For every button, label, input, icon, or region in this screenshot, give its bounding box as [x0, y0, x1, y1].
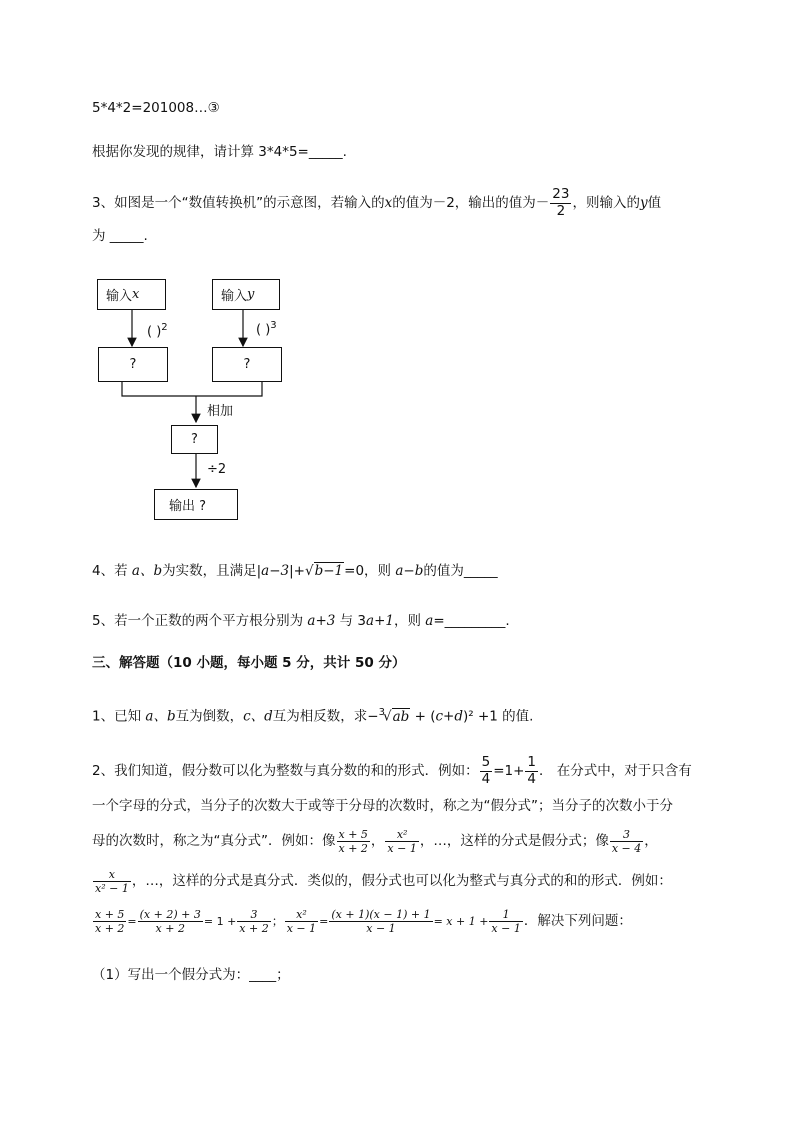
problem-2-line-2: 一个字母的分式，当分子的次数大于或等于分母的次数时，称之为“假分式”；当分子的次数小于分 — [92, 798, 673, 814]
q3-frac-num: 23 — [552, 186, 570, 202]
p1-ab: a、b — [145, 708, 176, 725]
input-x-var: x — [132, 287, 140, 302]
q3-text-d: 值 — [647, 195, 662, 211]
input-x-label: 输入 — [106, 289, 133, 304]
equation-line-3: 5*4*2=201008…③ — [92, 100, 220, 116]
op-square-parens: ( ) — [147, 324, 162, 340]
op-cube-exp: 3 — [270, 320, 277, 331]
q3-frac-den: 2 — [556, 202, 566, 219]
problem-2-line-1 — [92, 756, 692, 786]
result-box-2-text: ? — [243, 357, 251, 372]
p2-l5-post: ．解决下列问题： — [523, 913, 632, 929]
sum-box — [171, 425, 218, 454]
flowchart-connectors — [0, 0, 794, 540]
p2-l5-frac-a-num: x + 5 — [95, 908, 125, 921]
p2-l5-frac-d-num: x² — [285, 909, 318, 922]
q4-diff: a−b — [395, 563, 424, 579]
p2-l4-frac-1 — [93, 869, 131, 894]
q5-e2: a+1 — [366, 613, 394, 629]
p2-l3-frac-2-den: x − 1 — [387, 841, 417, 855]
p2-l5-frac-b-den: x + 2 — [155, 922, 185, 935]
p1-cd: c、d — [243, 708, 273, 725]
p2-l5-frac-a — [93, 909, 126, 934]
section-3-heading: 三、解答题（10 小题，每小题 5 分，共计 50 分） — [92, 655, 406, 671]
p2-l5-f-pre: = x + 1 + — [433, 915, 489, 928]
p2-l5-frac-d-den: x − 1 — [286, 922, 317, 935]
q4-vars: a、b — [131, 563, 163, 579]
problem-2-sub-1: （1）写出一个假分式为：____； — [92, 967, 290, 983]
p2-l4-frac-1-num: x — [93, 869, 131, 882]
question-4 — [92, 561, 498, 581]
q4-end: 的值为_____ — [423, 563, 498, 579]
p2-l4-post: ，…，这样的分式是真分式．类似的，假分式也可以化为整式与真分式的和的形式．例如： — [131, 873, 672, 889]
p2-l5-frac-e — [329, 909, 432, 934]
p2-l3-end: ， — [644, 833, 658, 849]
result-box-1 — [98, 347, 168, 382]
p2-l1-post: ． 在分式中，对于只含有 — [539, 763, 692, 779]
result-box-2 — [212, 347, 282, 382]
p2-l5-eq-2: = — [319, 915, 329, 928]
input-y-label: 输入 — [221, 289, 248, 304]
p2-l5-frac-e-num: (x + 1)(x − 1) + 1 — [331, 908, 431, 921]
input-x-box — [97, 279, 166, 310]
problem-2-line-5 — [92, 904, 632, 939]
p2-l5-frac-c-num: 3 — [237, 909, 270, 922]
p2-l5-frac-f-num: 1 — [489, 909, 522, 922]
q4-abs-expr: a−3 — [261, 563, 290, 579]
calc-prompt: 根据你发现的规律，请计算 3*4*5=_____. — [92, 144, 347, 160]
p2-l1-frac-2 — [525, 756, 538, 786]
p1-root-index: 3 — [378, 707, 385, 718]
p1-root-sign: √ — [382, 708, 392, 725]
p1-mid: 互为倒数， — [175, 708, 244, 725]
p2-l5-frac-b-num: (x + 2) + 3 — [139, 908, 201, 921]
p2-l1-frac-2-num: 1 — [527, 754, 536, 770]
output-label: 输出 ? — [169, 499, 207, 514]
p1-pre: 1、已知 — [92, 708, 146, 725]
p1-root-body: ab — [392, 708, 410, 725]
q3-text-b: 的值为－2，输出的值为－ — [392, 195, 550, 211]
p2-l3-frac-3-num: 3 — [610, 829, 643, 842]
q4-sqrt-expr: b−1 — [314, 563, 344, 579]
input-y-box — [212, 279, 280, 310]
p2-l5-semicolon: ； — [271, 914, 284, 928]
q3-text-a: 3、如图是一个“数值转换机”的示意图，若输入的 — [92, 195, 385, 211]
q3-text-c: ，则输入的 — [572, 195, 640, 211]
p2-l3-frac-3 — [610, 829, 643, 854]
p2-l5-frac-c — [237, 909, 270, 934]
p2-l3-frac-1-den: x + 2 — [338, 841, 368, 855]
p2-l3-mid: ，…，这样的分式是假分式；像 — [419, 833, 609, 849]
p1-mid2: 互为相反数，求− — [272, 708, 379, 725]
p2-l5-eq-1: = — [127, 915, 137, 928]
p2-l5-frac-a-den: x + 2 — [95, 922, 125, 935]
input-y-var: y — [247, 287, 255, 302]
q3-var-y: y — [639, 195, 648, 211]
q4-pre: 4、若 — [92, 563, 132, 579]
op-divide: ÷2 — [207, 462, 227, 477]
p2-l3-frac-3-den: x − 4 — [611, 841, 642, 855]
p2-l5-frac-c-den: x + 2 — [239, 922, 269, 935]
q4-mid2: |+ — [289, 563, 305, 579]
p1-plus: + ( — [410, 708, 436, 725]
problem-2-line-4 — [92, 864, 672, 898]
op-square — [147, 322, 168, 339]
q5-pre: 5、若一个正数的两个平方根分别为 — [92, 613, 308, 629]
q3-var-x: x — [384, 195, 393, 211]
p2-l1-pre: 2、我们知道，假分数可以化为整数与真分数的和的形式．例如： — [92, 763, 479, 779]
p2-l4-frac-1-den: x² − 1 — [95, 881, 129, 895]
op-square-exp: 2 — [161, 322, 168, 333]
p2-l3-frac-1-num: x + 5 — [338, 827, 368, 841]
op-cube — [256, 320, 277, 337]
p2-l3-frac-2 — [385, 829, 418, 854]
result-box-1-text: ? — [129, 357, 137, 372]
p1-tail: )² +1 的值. — [462, 708, 534, 725]
p2-l5-frac-f-den: x − 1 — [491, 922, 521, 935]
op-cube-parens: ( ) — [256, 322, 271, 338]
p2-l5-frac-d — [285, 909, 318, 934]
p2-l1-frac-1 — [480, 756, 493, 786]
output-box — [154, 489, 238, 520]
q5-mid: 与 3 — [335, 613, 367, 629]
q5-post: ，则 — [393, 613, 426, 629]
p2-l1-frac-1-num: 5 — [481, 754, 491, 770]
q4-post: =0，则 — [344, 563, 396, 579]
problem-1 — [92, 703, 533, 727]
q5-e3: a — [425, 613, 434, 629]
problem-2-line-3 — [92, 824, 658, 858]
p2-l1-frac-2-den: 4 — [527, 770, 536, 787]
p2-l3-frac-2-num: x² — [385, 829, 418, 842]
p2-l5-frac-f — [489, 909, 522, 934]
p2-l5-frac-b — [138, 909, 203, 934]
q5-e1: a+3 — [307, 613, 336, 629]
sum-box-text: ? — [191, 432, 198, 447]
question-3-line-2: 为 _____. — [92, 228, 148, 244]
p2-l1-eq: =1+ — [493, 763, 525, 779]
merge-bracket — [122, 380, 262, 396]
p2-l5-c-pre: = 1 + — [203, 915, 237, 928]
p2-l3-frac-1 — [337, 829, 370, 854]
p2-l1-frac-1-den: 4 — [481, 770, 491, 787]
q4-sqrt-sign: √ — [304, 563, 314, 579]
p2-l3-pre: 母的次数时，称之为“真分式”．例如：像 — [92, 833, 336, 849]
p2-l3-comma: ， — [370, 833, 385, 849]
q4-mid: 为实数，且满足| — [162, 563, 262, 579]
p1-cd2: c+d — [435, 708, 463, 725]
p2-l5-frac-e-den: x − 1 — [366, 922, 396, 935]
q5-end: =_________. — [433, 613, 510, 629]
question-5 — [92, 611, 510, 631]
op-add: 相加 — [207, 404, 234, 419]
